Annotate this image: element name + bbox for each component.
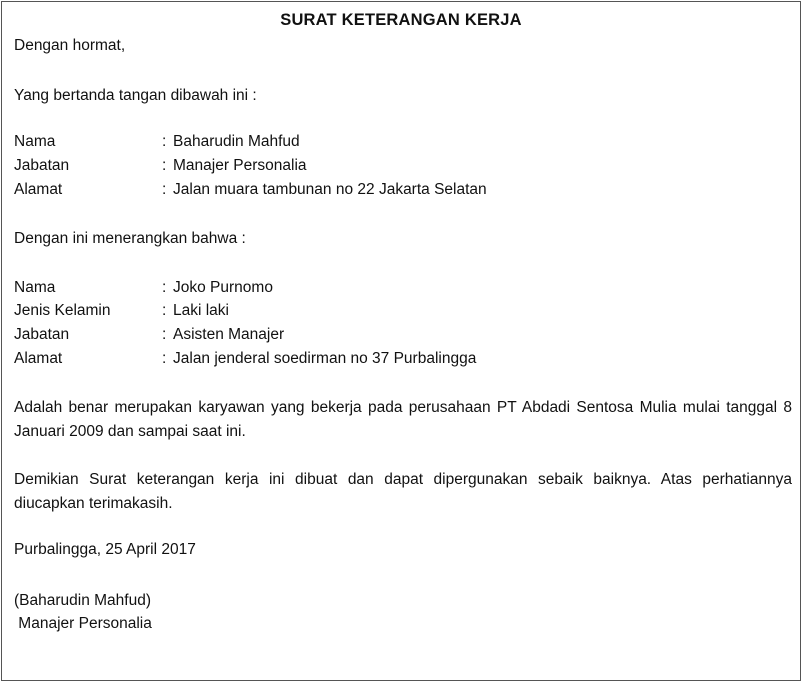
signature-name: (Baharudin Mahfud) xyxy=(14,592,151,609)
intro-line: Yang bertanda tangan dibawah ini : xyxy=(14,87,257,104)
field-value: Jalan jenderal soedirman no 37 Purbalingga xyxy=(173,350,477,367)
field-value: Joko Purnomo xyxy=(173,279,273,296)
letter-page xyxy=(1,1,801,681)
field-value: Asisten Manajer xyxy=(173,326,285,343)
field-label: Alamat xyxy=(14,350,63,367)
place-date: Purbalingga, 25 April 2017 xyxy=(14,541,196,558)
field-separator: : xyxy=(162,133,167,150)
closing-paragraph: Demikian Surat keterangan kerja ini dibuat dan dapat dipergunakan sebaik baiknya. Atas perhatiannya diucapkan terimakasih. xyxy=(14,471,792,512)
statement-line: Dengan ini menerangkan bahwa : xyxy=(14,230,246,247)
letter-title: SURAT KETERANGAN KERJA xyxy=(280,11,522,29)
field-value: Laki laki xyxy=(173,302,229,319)
field-separator: : xyxy=(162,279,167,296)
field-label: Jenis Kelamin xyxy=(14,302,111,319)
employment-paragraph: Adalah benar merupakan karyawan yang bekerja pada perusahaan PT Abdadi Sentosa Mulia mulai tanggal 8 Januari 2009 dan sampai saat ini. xyxy=(14,399,792,440)
field-separator: : xyxy=(162,350,167,367)
field-separator: : xyxy=(162,326,167,343)
field-value: Baharudin Mahfud xyxy=(173,133,300,150)
greeting: Dengan hormat, xyxy=(14,37,126,54)
field-value: Manajer Personalia xyxy=(173,157,307,174)
field-label: Alamat xyxy=(14,181,63,198)
field-value: Jalan muara tambunan no 22 Jakarta Selatan xyxy=(173,181,487,198)
field-label: Jabatan xyxy=(14,326,70,343)
field-label: Nama xyxy=(14,279,56,296)
field-label: Jabatan xyxy=(14,157,70,174)
field-separator: : xyxy=(162,157,167,174)
field-separator: : xyxy=(162,302,167,319)
field-separator: : xyxy=(162,181,167,198)
field-label: Nama xyxy=(14,133,56,150)
signature-title: Manajer Personalia xyxy=(14,615,152,632)
